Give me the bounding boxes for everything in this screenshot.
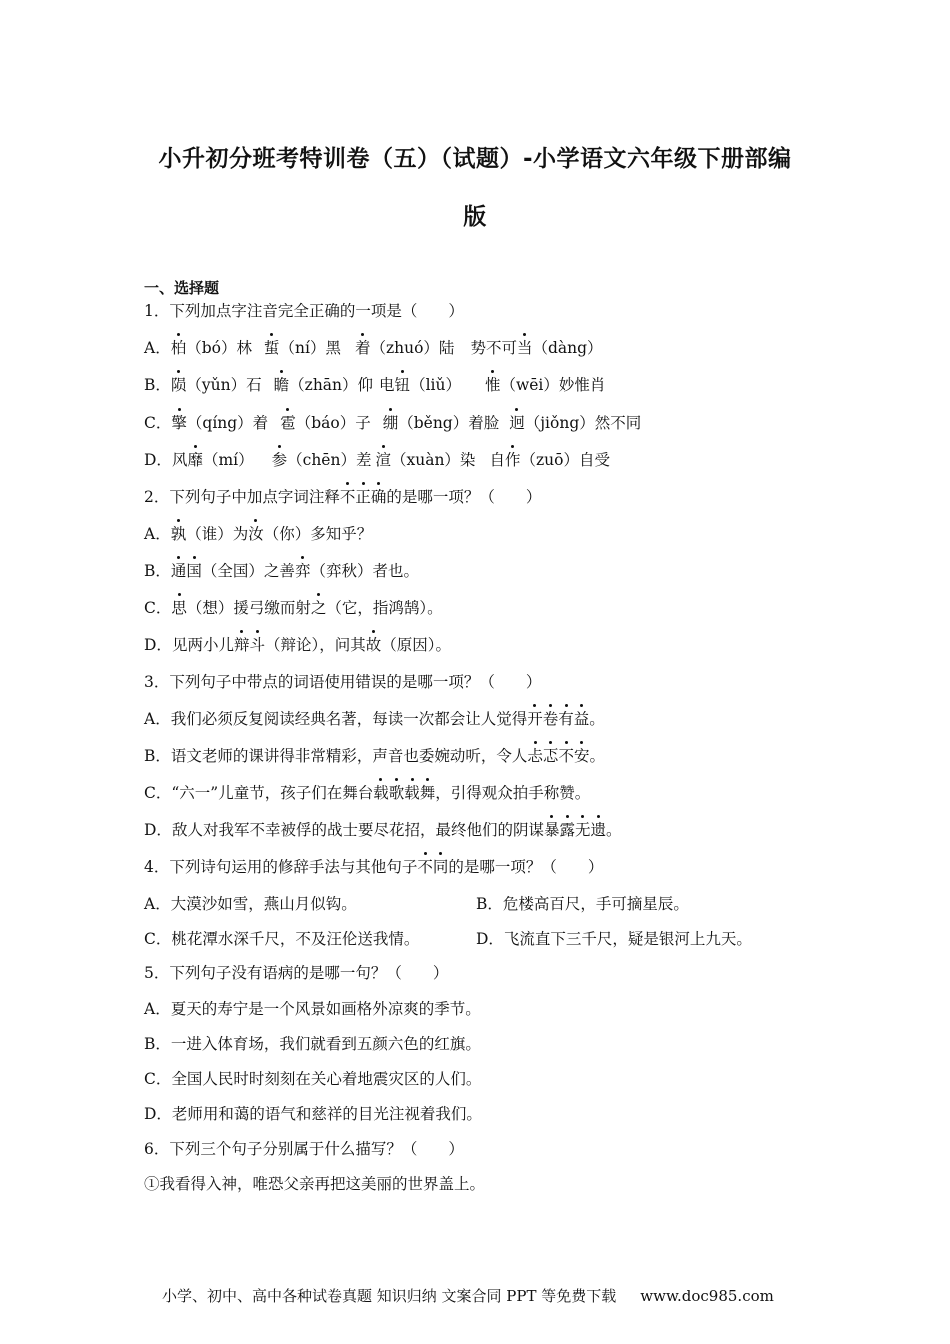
question-3-stem: 3．下列句子中带点的词语使用错误的是哪一项？（ ） — [144, 673, 542, 691]
question-2-option-d: D．见两小儿辩斗（辩论），问其故（原因）。 — [144, 636, 452, 654]
question-4-options-row-2 — [144, 928, 752, 950]
question-1-stem: 1．下列加点字注音完全正确的一项是（ ） — [144, 302, 464, 320]
page-footer — [162, 1285, 774, 1306]
question-4-option-d: D．飞流直下三千尺，疑是银河上九天。 — [476, 930, 752, 948]
question-4-options-row-1 — [144, 893, 689, 915]
question-6-stem: 6．下列三个句子分别属于什么描写？（ ） — [144, 1140, 464, 1158]
question-2-stem: 2．下列句子中加点字词注释不正确的是哪一项？（ ） — [144, 488, 542, 506]
question-5-option-a: A．夏天的寿宁是一个风景如画格外凉爽的季节。 — [144, 1000, 481, 1018]
question-4-option-b: B．危楼高百尺，手可摘星辰。 — [476, 895, 689, 913]
question-1-option-b: B．陨（yǔn）石 瞻（zhān）仰 电钮（liǔ） 惟（wēi）妙惟肖 — [144, 376, 606, 394]
title-line-1: 小升初分班考特训卷（五）（试题）-小学语文六年级下册部编 — [158, 146, 792, 172]
question-5-stem: 5．下列句子没有语病的是哪一句？（ ） — [144, 964, 449, 982]
question-1-option-c: C．擎（qíng）着 雹（báo）子 绷（běng）着脸 迥（jiǒng）然不同 — [144, 414, 642, 432]
question-2-option-c: C．思（想）援弓缴而射之（它，指鸿鹄）。 — [144, 599, 443, 617]
document-title — [120, 130, 830, 246]
question-4-stem: 4．下列诗句运用的修辞手法与其他句子不同的是哪一项？（ ） — [144, 858, 604, 876]
section-heading: 一、选择题 — [144, 279, 220, 297]
question-3-option-b: B．语文老师的课讲得非常精彩，声音也委婉动听，令人忐忑不安。 — [144, 747, 605, 765]
question-4-option-a: A．大漠沙如雪，燕山月似钩。 — [144, 895, 357, 913]
question-1-option-a: A．柏（bó）林 蜇（ní）黑 着（zhuó）陆 势不可当（dàng） — [144, 339, 603, 357]
question-5-option-d: D．老师用和蔼的语气和慈祥的目光注视着我们。 — [144, 1105, 482, 1123]
question-6-sentence-1: ①我看得入神，唯恐父亲再把这美丽的世界盖上。 — [144, 1175, 486, 1193]
question-1-option-d: D．风靡（mí） 参（chēn）差 渲（xuàn）染 自作（zuō）自受 — [144, 451, 610, 469]
question-4-option-c: C．桃花潭水深千尺，不及汪伦送我情。 — [144, 930, 420, 948]
title-line-2: 版 — [463, 204, 487, 230]
question-5-option-c: C．全国人民时时刻刻在关心着地震灾区的人们。 — [144, 1070, 482, 1088]
question-5-option-b: B．一进入体育场，我们就看到五颜六色的红旗。 — [144, 1035, 481, 1053]
question-2-option-a: A．孰（谁）为汝（你）多知乎？ — [144, 525, 373, 543]
question-3-option-c: C．“六一”儿童节，孩子们在舞台载歌载舞，引得观众拍手称赞。 — [144, 784, 591, 802]
question-3-option-a: A．我们必须反复阅读经典名著，每读一次都会让人觉得开卷有益。 — [144, 710, 605, 728]
question-3-option-d: D．敌人对我军不幸被俘的战士要尽花招，最终他们的阴谋暴露无遗。 — [144, 821, 622, 839]
footer-text: 小学、初中、高中各种试卷真题 知识归纳 文案合同 PPT 等免费下载 — [162, 1287, 617, 1305]
footer-website-link[interactable]: www.doc985.com — [640, 1287, 774, 1305]
question-2-option-b: B．通国（全国）之善弈（弈秋）者也。 — [144, 562, 419, 580]
